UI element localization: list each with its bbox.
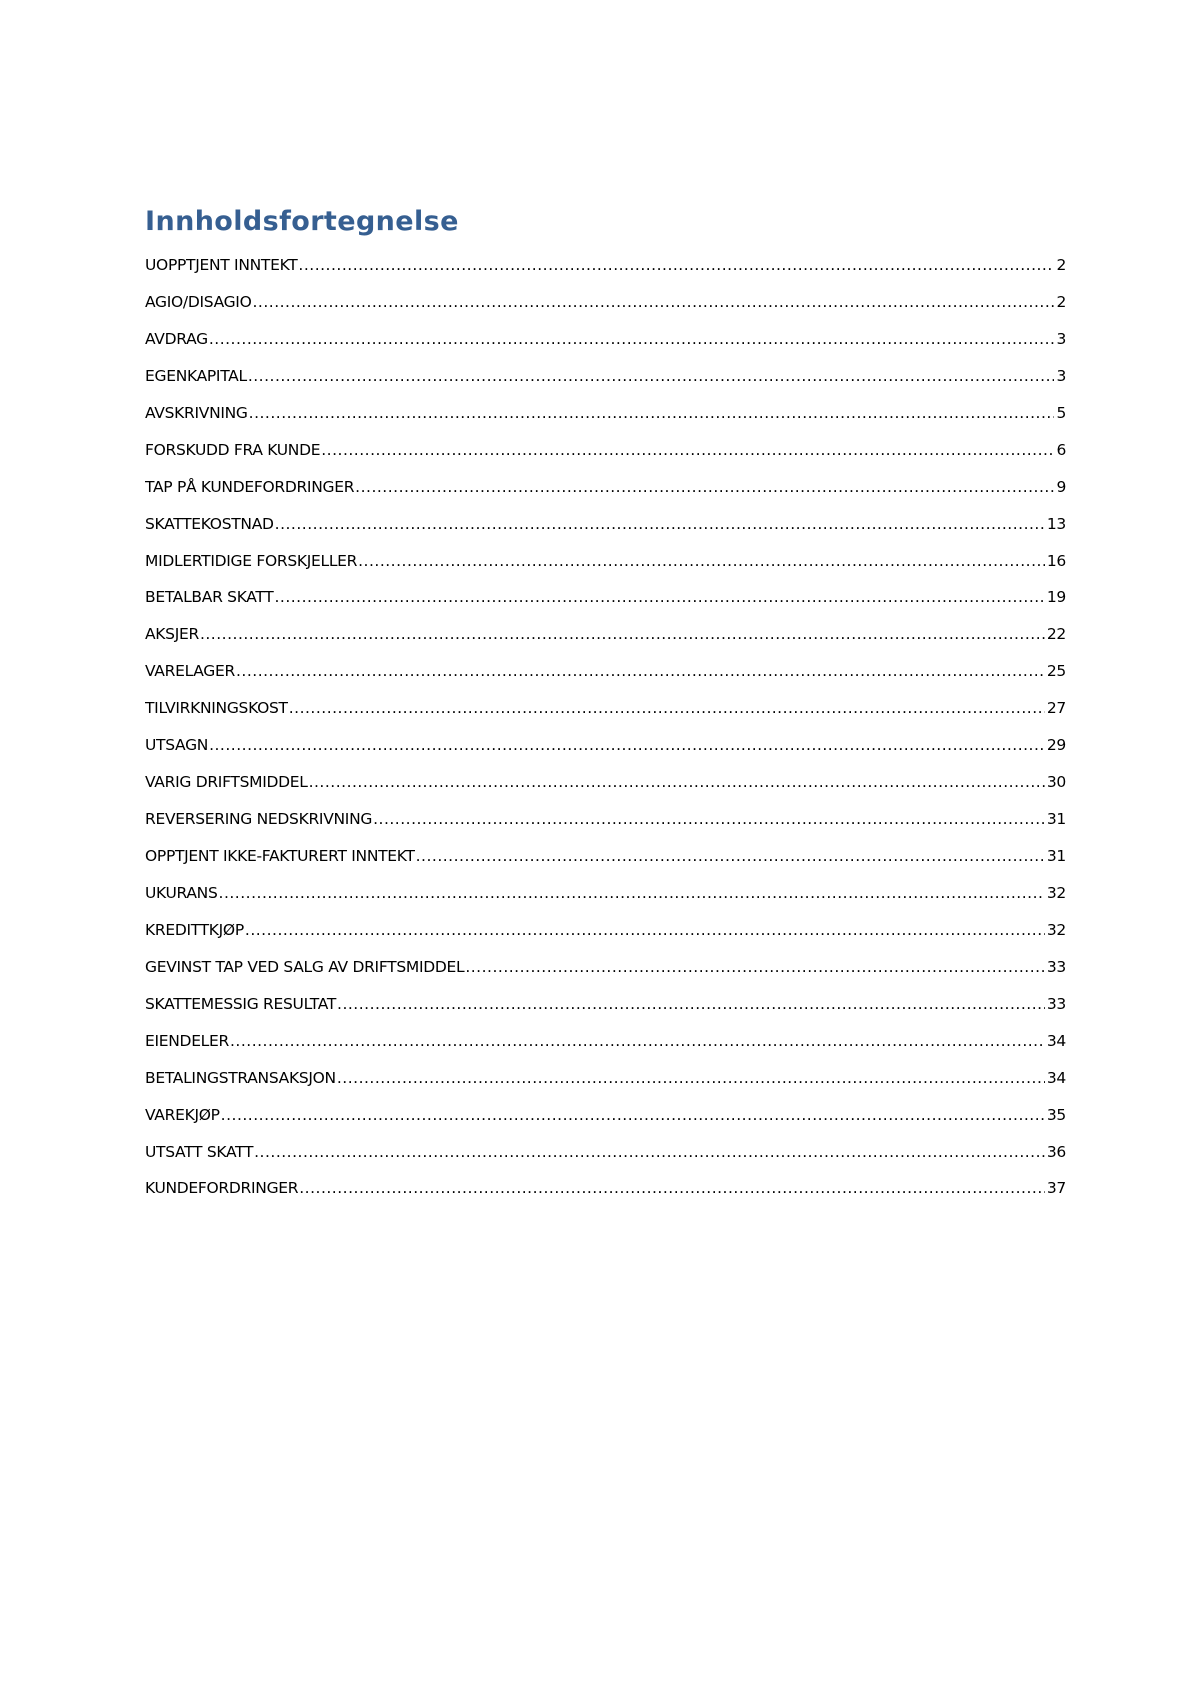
toc-entry-label: VAREKJØP (145, 1105, 220, 1124)
toc-dot-leader (249, 404, 1055, 422)
toc-entry-page-number: 32 (1046, 883, 1066, 902)
toc-entry-page-number: 32 (1046, 920, 1066, 939)
toc-entry[interactable] (145, 810, 1066, 847)
toc-entry-page-number: 35 (1046, 1105, 1066, 1124)
toc-entry[interactable] (145, 478, 1066, 515)
toc-entry-page-number: 19 (1046, 588, 1066, 607)
toc-entry-label: UTSAGN (145, 736, 209, 755)
toc-dot-leader (355, 478, 1054, 496)
toc-entry[interactable] (145, 662, 1066, 699)
toc-dot-leader (254, 1143, 1045, 1161)
toc-entry[interactable] (145, 1069, 1066, 1106)
toc-entry-page-number: 27 (1046, 699, 1066, 718)
toc-entry-label: KREDITTKJØP (145, 920, 244, 939)
toc-entry-page-number: 6 (1056, 440, 1066, 459)
toc-entry-page-number: 2 (1056, 292, 1066, 311)
toc-entry[interactable] (145, 367, 1066, 404)
toc-entry[interactable] (145, 699, 1066, 736)
toc-entry-page-number: 9 (1056, 477, 1066, 496)
toc-dot-leader (248, 367, 1055, 385)
toc-dot-leader (236, 662, 1045, 680)
toc-entry-label: TILVIRKNINGSKOST (145, 699, 288, 718)
toc-dot-leader (275, 515, 1045, 533)
toc-entry[interactable] (145, 515, 1066, 552)
toc-dot-leader (221, 1106, 1045, 1124)
toc-dot-leader (252, 293, 1054, 311)
toc-entry[interactable] (145, 1179, 1066, 1216)
toc-entry[interactable] (145, 921, 1066, 958)
toc-entry-page-number: 16 (1046, 551, 1066, 570)
toc-entry-label: AVDRAG (145, 329, 208, 348)
toc-dot-leader (299, 1179, 1045, 1197)
toc-dot-leader (309, 773, 1045, 791)
toc-dot-leader (321, 441, 1054, 459)
toc-entry-label: VARELAGER (145, 662, 235, 681)
toc-entry[interactable] (145, 330, 1066, 367)
toc-entry-label: BETALINGSTRANSAKSJON (145, 1068, 336, 1087)
toc-dot-leader (209, 330, 1055, 348)
toc-entry-label: MIDLERTIDIGE FORSKJELLER (145, 551, 358, 570)
toc-dot-leader (416, 847, 1045, 865)
toc-entry[interactable] (145, 1106, 1066, 1143)
toc-entry-label: TAP PÅ KUNDEFORDRINGER (145, 477, 355, 496)
toc-entry[interactable] (145, 404, 1066, 441)
toc-entry-page-number: 31 (1046, 847, 1066, 865)
toc-entry[interactable] (145, 588, 1066, 625)
toc-dot-leader (209, 736, 1045, 754)
toc-entry-label: VARIG DRIFTSMIDDEL (145, 773, 308, 792)
toc-entry-page-number: 3 (1056, 366, 1066, 385)
toc-entry-page-number: 33 (1046, 994, 1066, 1013)
toc-dot-leader (358, 552, 1045, 570)
toc-entry[interactable] (145, 293, 1066, 330)
toc-dot-leader (274, 588, 1044, 606)
toc-entry-page-number: 31 (1046, 810, 1066, 829)
toc-entry[interactable] (145, 736, 1066, 773)
toc-entry-label: OPPTJENT IKKE-FAKTURERT INNTEKT (145, 847, 415, 865)
toc-dot-leader (219, 884, 1045, 902)
toc-dot-leader (289, 699, 1045, 717)
toc-entry[interactable] (145, 441, 1066, 478)
toc-entry[interactable] (145, 1143, 1066, 1180)
toc-dot-leader (200, 625, 1045, 643)
toc-entry-page-number: 34 (1046, 1031, 1066, 1050)
toc-entry[interactable] (145, 995, 1066, 1032)
toc-entry[interactable] (145, 552, 1066, 589)
toc-entry-label: BETALBAR SKATT (145, 588, 274, 607)
toc-entry-label: AVSKRIVNING (145, 403, 248, 422)
toc-dot-leader (245, 921, 1045, 939)
toc-entry-page-number: 2 (1056, 256, 1066, 274)
toc-dot-leader (373, 810, 1045, 828)
toc-entry-label: UTSATT SKATT (145, 1142, 254, 1161)
toc-dot-leader (465, 958, 1045, 976)
toc-entry[interactable] (145, 847, 1066, 884)
toc-entry-label: REVERSERING NEDSKRIVNING (145, 810, 373, 829)
toc-entry[interactable] (145, 773, 1066, 810)
toc-entry-page-number: 29 (1046, 736, 1066, 755)
toc-entry-page-number: 13 (1046, 514, 1066, 533)
toc-entry-label: EGENKAPITAL (145, 366, 247, 385)
toc-entry-label: EIENDELER (145, 1031, 229, 1050)
toc-entry[interactable] (145, 256, 1066, 293)
toc-dot-leader (298, 256, 1054, 274)
toc-entry-label: GEVINST TAP VED SALG AV DRIFTSMIDDEL (145, 957, 465, 976)
toc-title: Innholdsfortegnelse (145, 206, 459, 237)
toc-entry-page-number: 30 (1046, 773, 1066, 792)
toc-entry[interactable] (145, 1032, 1066, 1069)
toc-entry-label: FORSKUDD FRA KUNDE (145, 440, 321, 459)
toc-entry-page-number: 22 (1046, 625, 1066, 644)
toc-entry-page-number: 5 (1056, 403, 1066, 422)
toc-entry-label: SKATTEKOSTNAD (145, 514, 274, 533)
toc-entry-page-number: 37 (1046, 1179, 1066, 1198)
toc-entry-label: SKATTEMESSIG RESULTAT (145, 994, 337, 1013)
toc-entry[interactable] (145, 625, 1066, 662)
toc-entry-label: KUNDEFORDRINGER (145, 1179, 299, 1198)
toc-entry-label: UOPPTJENT INNTEKT (145, 256, 298, 274)
toc-dot-leader (230, 1032, 1045, 1050)
toc-entry-page-number: 34 (1046, 1068, 1066, 1087)
toc-entry-label: AGIO/DISAGIO (145, 292, 252, 311)
toc-dot-leader (337, 995, 1045, 1013)
toc-entry[interactable] (145, 958, 1066, 995)
toc-entry-label: UKURANS (145, 883, 218, 902)
toc-entry-page-number: 25 (1046, 662, 1066, 681)
toc-list (145, 256, 1066, 1216)
toc-entry-page-number: 36 (1046, 1142, 1066, 1161)
toc-entry-page-number: 33 (1046, 957, 1066, 976)
toc-entry-page-number: 3 (1056, 329, 1066, 348)
toc-entry-label: AKSJER (145, 625, 199, 644)
toc-entry[interactable] (145, 884, 1066, 921)
toc-dot-leader (337, 1069, 1045, 1087)
